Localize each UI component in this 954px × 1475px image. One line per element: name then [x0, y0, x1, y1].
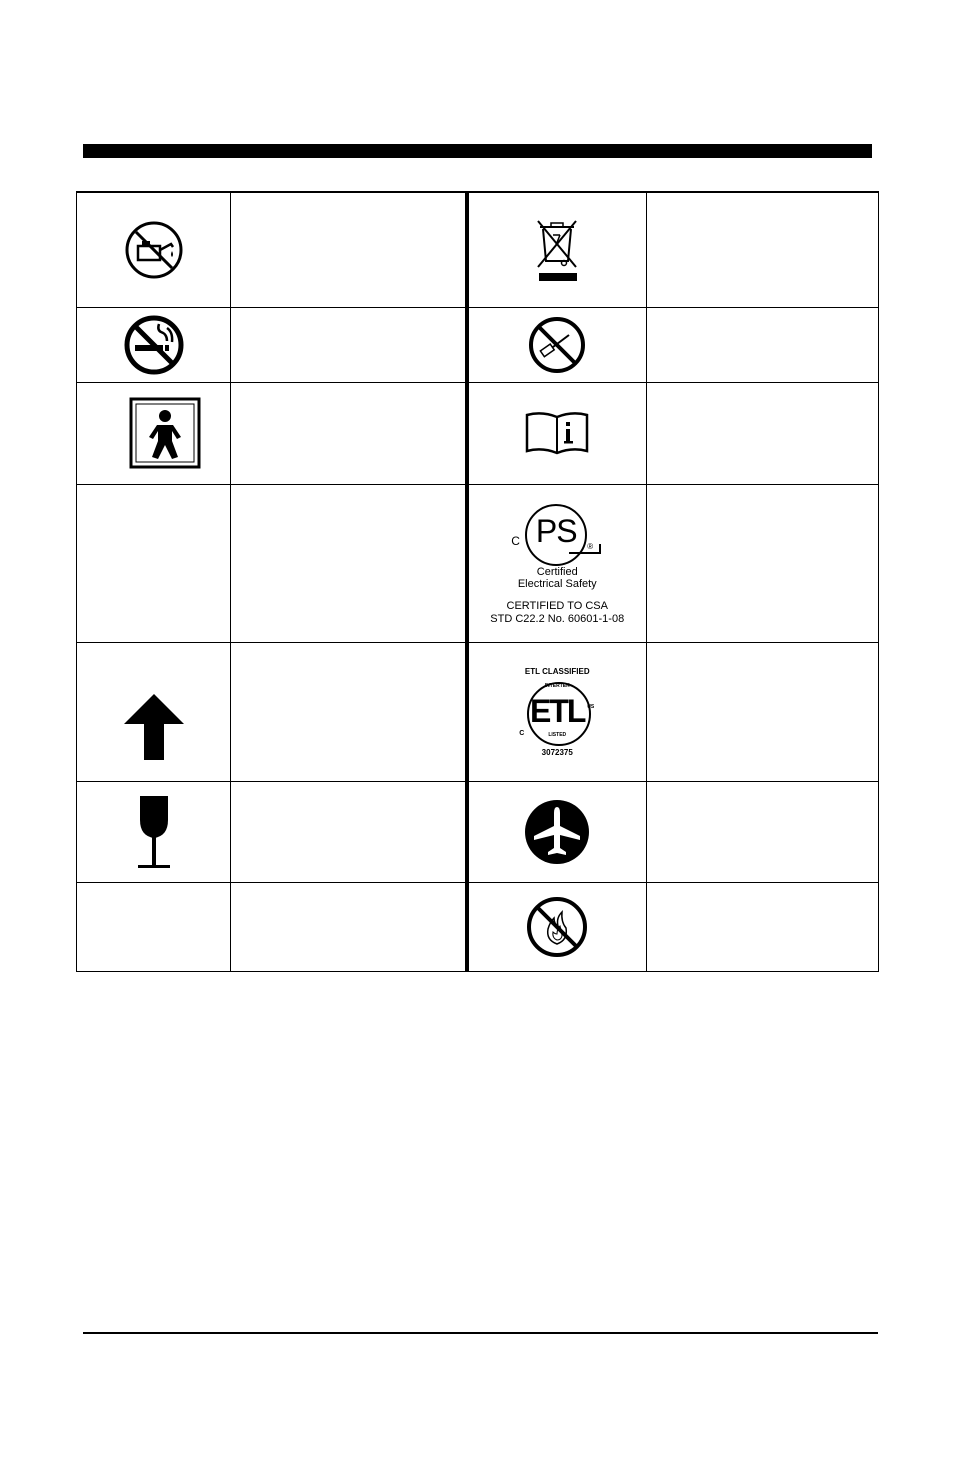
table-row	[77, 781, 879, 882]
etl-classified-mark	[467, 642, 647, 781]
description-cell	[647, 382, 879, 484]
symbol-cell	[467, 192, 647, 307]
etl-letters: ETL	[530, 692, 585, 729]
this-way-up-arrow-icon	[124, 692, 184, 762]
etl-us: US	[587, 703, 595, 710]
symbol-cell	[77, 781, 231, 882]
csa-standard-line1: CERTIFIED TO CSA	[506, 600, 608, 612]
etl-listed: LISTED	[548, 731, 567, 738]
description-cell	[647, 642, 879, 781]
airplane-icon	[524, 799, 590, 865]
table-row	[77, 382, 879, 484]
no-oil-icon	[124, 220, 184, 280]
csa-ps-certification-mark	[467, 484, 647, 642]
header-bar	[83, 144, 872, 158]
etl-number: 3072375	[541, 747, 573, 757]
csa-c-letter: C	[511, 534, 520, 548]
csa-ps-letters: PS	[535, 513, 577, 549]
etl-title: ETL CLASSIFIED	[524, 666, 590, 676]
csa-mark-tail-end	[599, 544, 601, 554]
csa-mark-tail	[569, 552, 599, 554]
table-row	[77, 307, 879, 382]
description-cell	[231, 307, 467, 382]
no-open-flame-icon	[526, 896, 588, 958]
table-row	[77, 642, 879, 781]
symbol-cell	[77, 192, 231, 307]
weee-crossed-bin-icon	[532, 215, 582, 285]
description-cell	[231, 484, 467, 642]
description-cell	[647, 484, 879, 642]
csa-standard-line2: STD C22.2 No. 60601-1-08	[490, 613, 625, 625]
table-row	[77, 484, 879, 642]
symbol-cell	[77, 307, 231, 382]
description-cell	[231, 382, 467, 484]
consult-instructions-icon	[524, 411, 590, 455]
table-row	[77, 192, 879, 307]
symbol-cell	[77, 382, 231, 484]
symbol-cell	[467, 781, 647, 882]
fragile-glass-icon	[134, 794, 174, 870]
description-cell	[647, 192, 879, 307]
description-cell	[647, 307, 879, 382]
description-cell	[647, 882, 879, 971]
etl-intertek: INTERTEK	[544, 682, 570, 689]
etl-c: C	[519, 729, 525, 737]
description-cell	[231, 642, 467, 781]
description-cell	[231, 192, 467, 307]
symbol-cell	[467, 882, 647, 971]
symbol-cell	[467, 382, 647, 484]
symbols-table	[76, 191, 879, 972]
table-row	[77, 882, 879, 971]
csa-certified-line1: Certified	[536, 566, 578, 578]
symbol-cell	[77, 642, 231, 781]
no-smoking-icon	[123, 314, 185, 376]
symbol-cell	[467, 307, 647, 382]
footer-rule	[83, 1332, 878, 1334]
no-tools-icon	[527, 315, 587, 375]
csa-certified-line2: Electrical Safety	[517, 578, 597, 590]
type-bf-applied-part-icon	[129, 397, 201, 469]
symbol-cell	[77, 882, 231, 971]
registered-icon: ®	[587, 542, 594, 551]
description-cell	[231, 781, 467, 882]
description-cell	[647, 781, 879, 882]
symbol-cell	[77, 484, 231, 642]
description-cell	[231, 882, 467, 971]
